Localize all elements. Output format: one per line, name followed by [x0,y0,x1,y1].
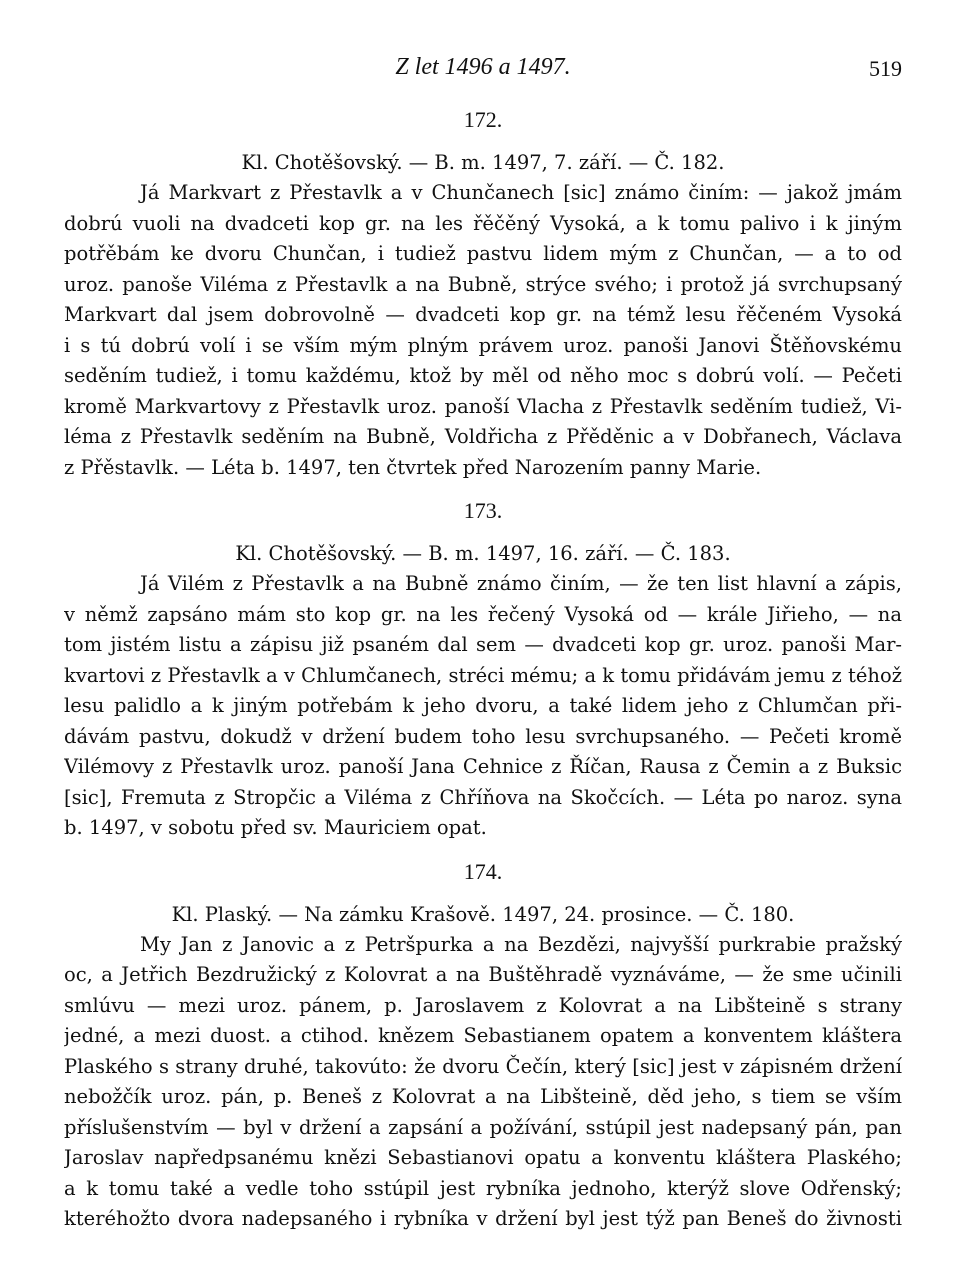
text-line: kromě Markvartovy z Přestavlk uroz. panoší Vlacha z Přestavlk seděním tudiež, Vi- [64,394,902,418]
text-line: kteréhožto dvora nadepsaného i rybníka v držení byl jest týž pan Beneš do živnosti [64,1207,902,1230]
entry-body [64,930,902,1235]
text-line: smlúvu — mezi uroz. pánem, p. Jaroslavem z Kolovrat a na Libšteině s strany [64,993,902,1017]
entry-number: 174. [463,858,503,884]
text-line: Já Vilém z Přestavlk a na Bubně známo činím, — že ten list hlavní a zápis, [140,572,902,595]
text-line: dobrú vuoli na dvadceti kop gr. na les řěčěný Vysoká, a k tomu palivo i k jiným [64,211,902,235]
text-line: kvartovi z Přestavlk a v Chlumčanech, stréci mému; a k tomu přidávám jemu z téhož [64,663,902,687]
text-line: i s tú dobrú volí i se vším mým plným právem uroz. panoši Janovi Štěňovskému [64,333,902,357]
entry-number: 172. [463,107,503,132]
text-line: lesu palidlo a k jiným potřebám k jeho dvoru, a také lidem jeho z Chlumčan při- [64,694,902,717]
entry-source: Kl. Chotěšovský. — B. m. 1497, 16. září. — Č. 183. [235,542,731,565]
entry-173 [64,497,902,844]
text-line: potřěbám ke dvoru Chunčan, i tudiež pastvu lidem mým z Chunčan, — a to od [64,242,902,265]
text-line: z Přěstavlk. — Léta b. 1497, ten čtvrtek před Narozením panny Marie. [64,455,762,479]
entry-number: 173. [463,498,503,523]
entry-source: Kl. Chotěšovský. — B. m. 1497, 7. září. — Č. 182. [241,151,725,174]
text-line: příslušenstvím — byl v držení a zapsání a požívání, sstúpil jest nadepsaný pán, pan [64,1115,902,1139]
page-header [64,48,902,88]
entry-174 [64,858,902,1235]
text-line: tom jistém listu a zápisu již psaném dal sem — dvadceti kop gr. uroz. panoši Mar- [64,633,902,656]
entry-body [64,178,902,483]
text-line: oc, a Jetřich Bezdružický z Kolovrat a na Buštěhradě vyznáváme, — že sme učinili [64,963,902,986]
text-line: Já Markvart z Přestavlk a v Chunčanech [sic] známo činím: — jakož jmám [140,181,902,204]
text-line: Markvart dal jsem dobrovolně — dvadceti kop gr. na témž lesu řěčeném Vysoká [64,303,902,326]
text-line: b. 1497, v sobotu před sv. Mauriciem opat. [64,816,487,839]
text-line: [sic], Fremuta z Stropčic a Viléma z Chříňova na Skočcích. — Léta po naroz. syna [64,785,902,809]
entry-source: Kl. Plaský. — Na zámku Krašově. 1497, 24. prosince. — Č. 180. [171,902,795,926]
text-line: dávám pastvu, dokudž v držení budem toho lesu svrchupsaného. — Pečeti kromě [64,724,902,748]
text-line: léma z Přestavlk seděním na Bubně, Voldřicha z Přěděnic a v Dobřanech, Václava [64,425,902,448]
text-line: Vilémovy z Přestavlk uroz. panoší Jana Cehnice z Říčan, Rausa z Čemin a z Buksic [64,755,902,778]
running-title: Z let 1496 a 1497. [395,54,571,80]
text-line: uroz. panoše Viléma z Přestavlk a na Bubně, strýce svého; i protož já svrchupsaný [64,272,902,296]
text-line: Jaroslav napředpsanému knězi Sebastianovi opatu a konventu kláštera Plaského; [64,1146,902,1169]
text-line: a k tomu také a vedle toho sstúpil jest rybníka jednoho, kterýž slove Odřenský; [64,1176,902,1200]
text-line: v němž zapsáno mám sto kop gr. na les řečený Vysoká od — krále Jiřieho, — na [64,602,902,626]
text-line: Plaského s strany druhé, takovúto: že dvoru Čečín, který [sic] jest v zápisném držení [64,1054,902,1078]
entry-body [64,569,902,844]
text-line: seděním tudiež, i tomu každému, ktož by měl od něho moc s dobrú volí. — Pečeti [64,364,902,387]
page-number: 519 [869,56,902,81]
text-line: My Jan z Janovic a z Petršpurka a na Bezdězi, najvyšší purkrabie pražský [140,932,902,956]
entry-172 [64,106,902,483]
text-line: jedné, a mezi duost. a ctihod. knězem Sebastianem opatem a konventem kláštera [64,1024,902,1047]
document-page [64,48,902,1237]
text-line: nebožčík uroz. pán, p. Beneš z Kolovrat a na Libšteině, děd jeho, s tiem se vším [64,1085,902,1108]
